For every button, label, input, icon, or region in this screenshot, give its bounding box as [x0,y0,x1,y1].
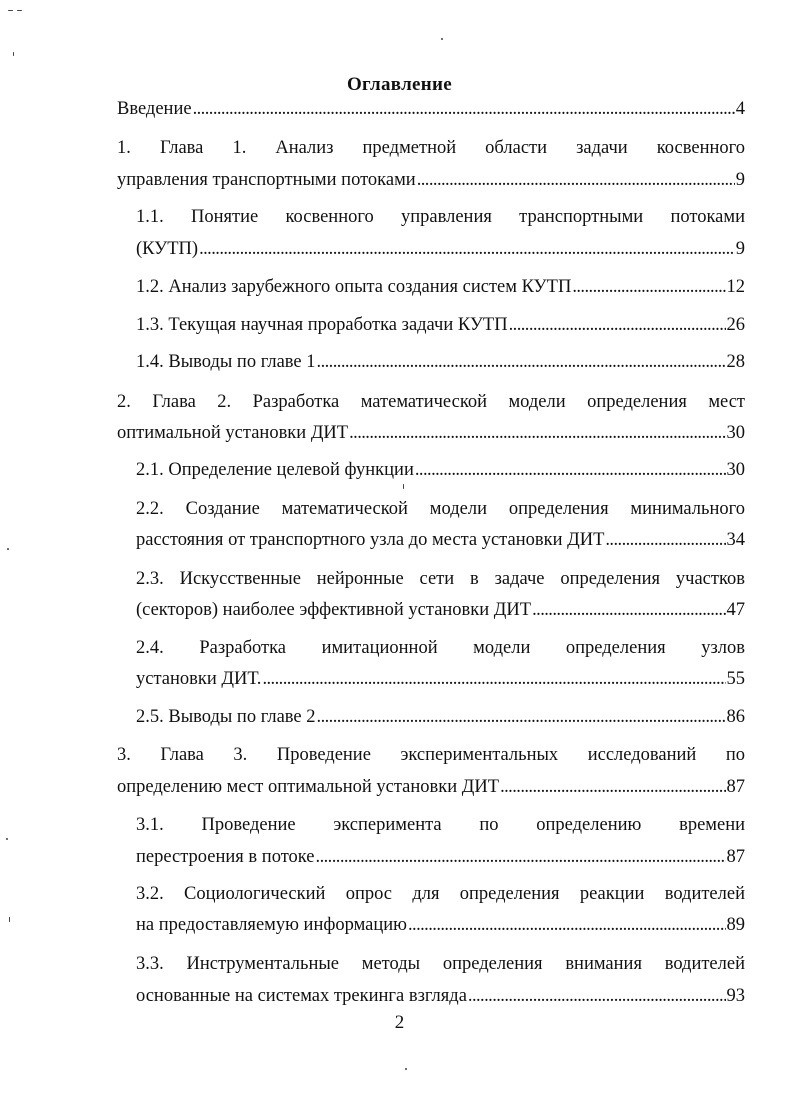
toc-leader-dots [199,237,735,261]
toc-entry-s3-3[interactable] [136,984,745,1008]
toc-page-number: 93 [726,986,745,1006]
toc-page-number: 89 [726,915,745,935]
toc-entry-s3-1[interactable] [136,845,745,869]
toc-entry-s2-1[interactable] [136,458,745,482]
toc-leader-dots [415,458,726,482]
toc-entry-text: определению мест оптимальной установки ДИТ [117,777,500,797]
toc-page-number: 9 [735,239,745,259]
toc-entry-text: (секторов) наиболее эффективной установки ДИТ [136,600,532,620]
toc-entry-s3-3-line1[interactable]: 3.3. Инструментальные методы определения внимания водителей [136,954,745,974]
scan-speck [405,1068,407,1070]
toc-entry-ch3-line1[interactable]: 3. Глава 3. Проведение экспериментальных исследований по [117,745,745,765]
toc-page-number: 9 [735,170,745,190]
toc-page-number: 26 [726,315,745,335]
toc-entry-text: перестроения в потоке [136,847,315,867]
toc-page-number: 12 [726,277,745,297]
toc-leader-dots [317,350,726,374]
toc-leader-dots [193,97,735,121]
toc-entry-ch1-line1[interactable]: 1. Глава 1. Анализ предметной области задачи косвенного [117,138,745,158]
toc-entry-s2-2-line1[interactable]: 2.2. Создание математической модели определения минимального [136,499,745,519]
toc-entry-ch2[interactable] [117,421,745,445]
toc-entry-s2-3-line1[interactable]: 2.3. Искусственные нейронные сети в задаче определения участков [136,569,745,589]
toc-entry-s1-4[interactable] [136,350,745,374]
scan-speck [17,10,22,11]
page-number: 2 [394,1012,405,1033]
toc-entry-s2-2[interactable] [136,528,745,552]
toc-entry-text: 1.3. Текущая научная проработка задачи КУТП [136,315,508,335]
page-title: Оглавление [346,74,453,95]
scan-speck [13,52,14,56]
toc-entry-s1-2[interactable] [136,275,745,299]
scan-speck [441,38,443,40]
toc-leader-dots [500,775,725,799]
toc-leader-dots [317,705,726,729]
toc-entry-text: 1.4. Выводы по главе 1 [136,352,316,372]
toc-entry-s2-3[interactable] [136,598,745,622]
toc-entry-text: Введение [117,99,192,119]
toc-page-number: 87 [726,777,745,797]
toc-entry-ch2-line1[interactable]: 2. Глава 2. Разработка математической модели определения мест [117,392,745,412]
toc-entry-s1-1-line1[interactable]: 1.1. Понятие косвенного управления транспортными потоками [136,207,745,227]
toc-page-number: 4 [735,99,745,119]
toc-leader-dots [349,421,725,445]
toc-leader-dots [468,984,726,1008]
toc-entry-s1-3[interactable] [136,313,745,337]
toc-page-number: 87 [726,847,745,867]
toc-entry-text: 2.5. Выводы по главе 2 [136,707,316,727]
toc-entry-s2-4-line1[interactable]: 2.4. Разработка имитационной модели определения узлов [136,638,745,658]
toc-leader-dots [572,275,725,299]
toc-leader-dots [408,913,726,937]
toc-page-number: 30 [726,423,745,443]
toc-page-number: 28 [726,352,745,372]
toc-entry-ch3[interactable] [117,775,745,799]
toc-entry-text: расстояния от транспортного узла до места установки ДИТ [136,530,605,550]
toc-leader-dots [532,598,725,622]
toc-leader-dots [509,313,726,337]
toc-entry-s2-4[interactable] [136,667,745,691]
toc-entry-intro[interactable] [117,97,745,121]
toc-page-number: 86 [726,707,745,727]
toc-entry-s3-2-line1[interactable]: 3.2. Социологический опрос для определения реакции водителей [136,884,745,904]
toc-entry-text: 2.1. Определение целевой функции [136,460,414,480]
toc-entry-s1-1[interactable] [136,237,745,261]
toc-entry-s3-1-line1[interactable]: 3.1. Проведение эксперимента по определению времени [136,815,745,835]
toc-entry-text: установки ДИТ. [136,669,262,689]
toc-entry-s3-2[interactable] [136,913,745,937]
toc-page-number: 30 [726,460,745,480]
toc-entry-text: основанные на системах трекинга взгляда [136,986,467,1006]
toc-leader-dots [417,168,735,192]
toc-leader-dots [605,528,725,552]
scan-speck [7,548,9,550]
toc-entry-s2-5[interactable] [136,705,745,729]
toc-entry-text: 1.2. Анализ зарубежного опыта создания систем КУТП [136,277,572,297]
toc-leader-dots [316,845,726,869]
toc-leader-dots [262,667,725,691]
toc-page-number: 34 [726,530,745,550]
toc-entry-text: управления транспортными потоками [117,170,416,190]
scan-speck [9,917,10,922]
toc-entry-text: оптимальной установки ДИТ [117,423,349,443]
toc-entry-ch1[interactable] [117,168,745,192]
toc-page-number: 55 [726,669,745,689]
toc-page-number: 47 [726,600,745,620]
toc-entry-text: на предоставляемую информацию [136,915,407,935]
scan-speck [8,10,13,11]
scan-speck [6,838,8,840]
scan-speck [403,484,404,489]
toc-entry-text: (КУТП) [136,239,199,259]
